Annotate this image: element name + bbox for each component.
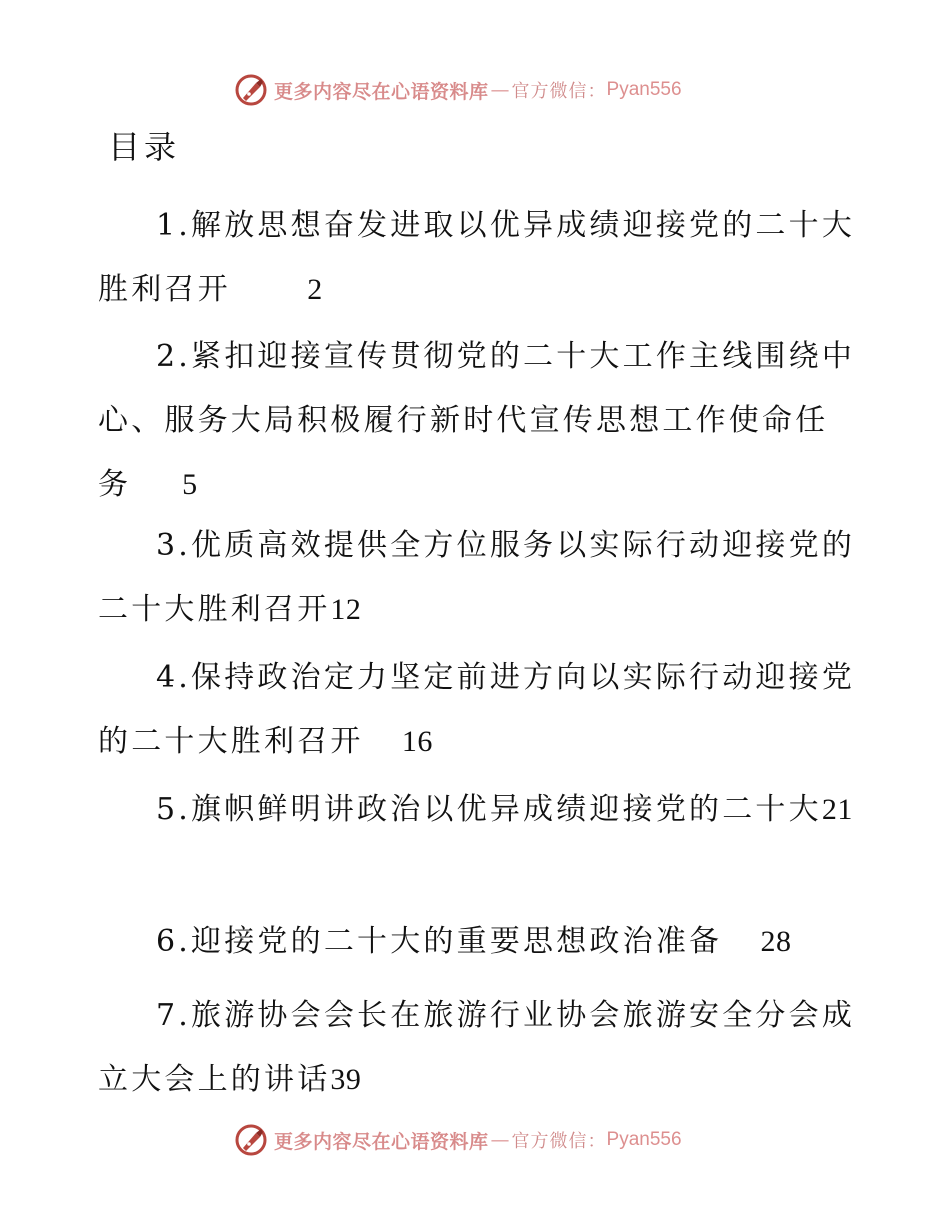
footer-banner	[234, 1122, 714, 1158]
banner-wechat-id: Pyan556	[606, 1129, 682, 1150]
pen-nib-logo-icon	[234, 73, 268, 107]
banner-separator: —	[490, 1129, 510, 1151]
toc-entry-text: 5.旗帜鲜明讲政治以优异成绩迎接党的二十大	[156, 792, 822, 827]
toc-entry-4[interactable]	[98, 646, 858, 774]
toc-entry-page: 5	[182, 468, 198, 501]
banner-slogan: 更多内容尽在心语资料库	[274, 80, 489, 103]
toc-title: 目录	[108, 128, 181, 166]
toc-entry-text: 3.优质高效提供全方位服务以实际行动迎接党的二十大胜利召开	[98, 528, 856, 627]
banner-wechat-id: Pyan556	[606, 79, 682, 100]
toc-entry-page: 28	[760, 925, 792, 958]
toc-entry-1[interactable]	[98, 194, 858, 322]
banner-separator: —	[490, 79, 510, 101]
banner-wechat-label: 官方微信：	[511, 81, 607, 102]
header-banner	[234, 72, 714, 108]
toc-entry-text: 2.紧扣迎接宣传贯彻党的二十大工作主线围绕中心、服务大局积极履行新时代宣传思想工作使命任务	[98, 339, 856, 502]
toc-entry-page: 12	[330, 593, 362, 626]
toc-entry-2[interactable]	[98, 325, 858, 517]
toc-entry-text: 4.保持政治定力坚定前进方向以实际行动迎接党的二十大胜利召开	[98, 660, 856, 759]
toc-entry-page: 21	[821, 793, 853, 826]
toc-entry-3[interactable]	[98, 514, 858, 642]
toc-entry-6[interactable]	[98, 910, 858, 974]
pen-nib-logo-icon	[234, 1123, 268, 1157]
toc-entry-7[interactable]	[98, 984, 858, 1112]
banner-slogan: 更多内容尽在心语资料库	[274, 1130, 489, 1153]
toc-entry-text: 1.解放思想奋发进取以优异成绩迎接党的二十大胜利召开	[98, 208, 856, 307]
toc-entry-text: 7.旅游协会会长在旅游行业协会旅游安全分会成立大会上的讲话	[98, 998, 856, 1097]
toc-entry-page: 39	[330, 1063, 362, 1096]
toc-entry-page: 16	[401, 725, 433, 758]
toc-entry-text: 6.迎接党的二十大的重要思想政治准备	[156, 924, 723, 959]
toc-entry-5[interactable]	[98, 778, 858, 842]
toc-entry-page: 2	[307, 273, 323, 306]
banner-wechat-label: 官方微信：	[511, 1131, 607, 1152]
